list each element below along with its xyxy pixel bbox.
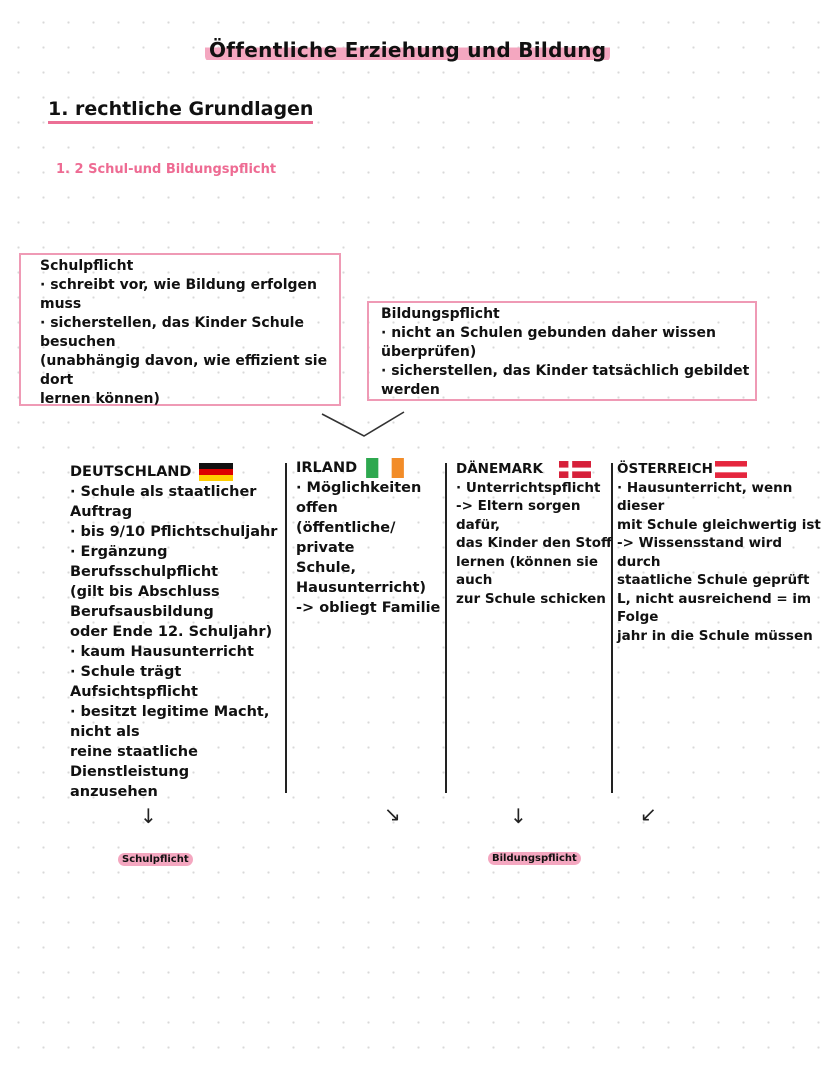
- text-line: · Möglichkeiten: [296, 480, 422, 496]
- box-line: dort: [40, 372, 74, 388]
- text-line: · Ergänzung: [70, 544, 168, 560]
- text-line: · besitzt legitime Macht,: [70, 704, 270, 720]
- text-line: durch: [617, 553, 661, 570]
- box-line: lernen können): [40, 391, 160, 407]
- text-line: · Schule trägt: [70, 664, 182, 680]
- text-line: Dienstleistung: [70, 764, 190, 780]
- arrow-down-right-icon: ↘: [384, 802, 401, 826]
- bildungspflicht-box: [367, 301, 757, 401]
- country-column-deutschland: [70, 462, 277, 802]
- country-column-oesterreich: [617, 460, 821, 645]
- text-line: Berufsschulpflicht: [70, 564, 219, 580]
- text-line: anzusehen: [70, 784, 158, 800]
- box-line: werden: [381, 382, 440, 398]
- text-line: -> Wissensstand wird: [617, 535, 782, 551]
- text-line: staatliche Schule geprüft: [617, 572, 810, 588]
- result-tag-bildungspflicht: Bildungspflicht: [488, 852, 581, 865]
- text-line: Berufsausbildung: [70, 604, 214, 620]
- text-line: dafür,: [456, 516, 501, 533]
- text-line: Schule,: [296, 560, 356, 576]
- section-heading: 1. rechtliche Grundlagen: [48, 98, 313, 124]
- text-line: -> Eltern sorgen: [456, 498, 581, 514]
- country-name: DÄNEMARK: [456, 461, 543, 477]
- text-line: (öffentliche/: [296, 520, 396, 536]
- text-line: jahr in die Schule müssen: [617, 627, 813, 644]
- country-column-irland: [296, 458, 440, 618]
- country-name: IRLAND: [296, 460, 358, 476]
- column-divider: [285, 463, 287, 793]
- ireland-flag-icon: [365, 458, 405, 478]
- text-line: Auftrag: [70, 504, 133, 520]
- text-line: · Unterrichtspflicht: [456, 479, 601, 496]
- text-line: private: [296, 540, 355, 556]
- box-line: besuchen: [40, 334, 116, 350]
- austria-flag-icon: [715, 461, 747, 478]
- page-title: Öffentliche Erziehung und Bildung: [205, 38, 610, 62]
- text-line: dieser: [617, 498, 665, 514]
- column-divider: [445, 463, 447, 793]
- text-line: zur Schule schicken: [456, 590, 606, 607]
- result-tag-schulpflicht: Schulpflicht: [118, 853, 193, 866]
- box-line: · sicherstellen, das Kinder Schule: [40, 315, 304, 331]
- box-line: muss: [40, 296, 82, 312]
- denmark-flag-icon: [559, 461, 591, 478]
- text-line: · bis 9/10 Pflichtschuljahr: [70, 524, 278, 540]
- text-line: oder Ende 12. Schuljahr): [70, 624, 273, 640]
- text-line: · Schule als staatlicher: [70, 484, 257, 500]
- arrow-down-icon: ↓: [140, 804, 157, 828]
- country-column-daenemark: [456, 460, 612, 608]
- country-name: ÖSTERREICH: [617, 461, 713, 477]
- text-line: auch: [456, 572, 493, 588]
- box-line: Bildungspflicht: [381, 306, 500, 322]
- box-line: überprüfen): [381, 344, 477, 360]
- country-name: DEUTSCHLAND: [70, 464, 192, 480]
- text-line: lernen (können sie: [456, 553, 599, 570]
- text-line: mit Schule gleichwertig ist: [617, 516, 821, 533]
- text-line: Folge: [617, 609, 659, 625]
- box-line: · schreibt vor, wie Bildung erfolgen: [40, 277, 317, 293]
- text-line: offen: [296, 500, 338, 516]
- connector-chevron-icon: [318, 408, 408, 440]
- arrow-down-icon: ↓: [510, 804, 527, 828]
- box-line: · nicht an Schulen gebunden daher wissen: [381, 325, 716, 341]
- subsection-heading: 1. 2 Schul-und Bildungspflicht: [56, 162, 277, 177]
- text-line: das Kinder den Stoff: [456, 535, 612, 551]
- text-line: reine staatliche: [70, 744, 198, 760]
- text-line: (gilt bis Abschluss: [70, 584, 220, 600]
- text-line: Aufsichtspflicht: [70, 684, 198, 700]
- germany-flag-icon: [199, 463, 233, 481]
- box-line: Schulpflicht: [40, 258, 134, 274]
- text-line: -> obliegt Familie: [296, 600, 441, 616]
- text-line: · kaum Hausunterricht: [70, 644, 254, 660]
- text-line: · Hausunterricht, wenn: [617, 479, 793, 496]
- text-line: Hausunterricht): [296, 580, 427, 596]
- text-line: L, nicht ausreichend = im: [617, 590, 812, 607]
- text-line: nicht als: [70, 724, 140, 740]
- box-line: · sicherstellen, das Kinder tatsächlich gebildet: [381, 363, 750, 379]
- box-line: (unabhängig davon, wie effizient sie: [40, 353, 328, 369]
- arrow-down-left-icon: ↙: [640, 802, 657, 826]
- schulpflicht-box: [19, 253, 341, 406]
